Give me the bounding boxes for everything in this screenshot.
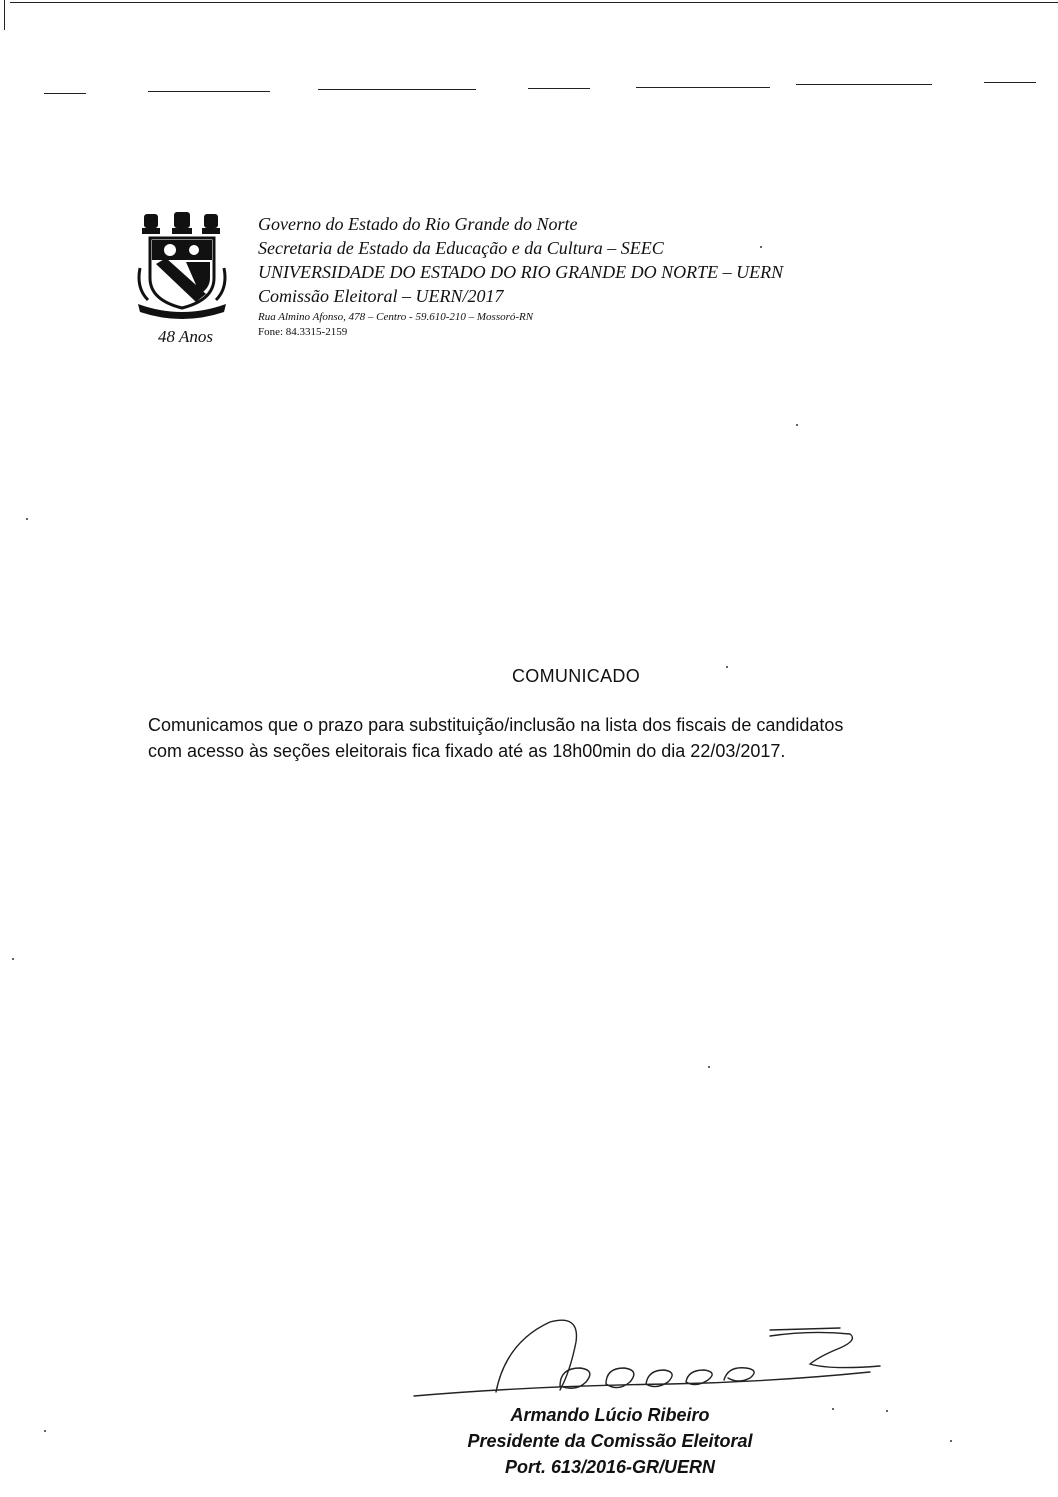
scan-speck	[726, 666, 728, 668]
scan-speck	[12, 958, 14, 960]
scan-speck	[950, 1440, 952, 1442]
scan-speck	[760, 246, 762, 248]
scan-speck	[26, 518, 28, 520]
body-line-1: Comunicamos que o prazo para substituição/inclusão na lista dos fiscais de candidatos	[148, 715, 844, 735]
scan-border-line	[10, 2, 1058, 3]
header-commission-line: Comissão Eleitoral – UERN/2017	[258, 286, 504, 306]
document-title: COMUNICADO	[512, 666, 640, 686]
signatory-name: Armando Lúcio Ribeiro	[510, 1405, 710, 1425]
header-government-line: Governo do Estado do Rio Grande do Norte	[258, 214, 578, 234]
scan-speck	[886, 1410, 888, 1412]
document-body	[148, 712, 988, 764]
scan-speck	[796, 424, 798, 426]
signatory-role: Presidente da Comissão Eleitoral	[467, 1431, 753, 1451]
scan-speck	[708, 1066, 710, 1068]
scan-dash	[636, 87, 770, 88]
scan-dash	[44, 93, 86, 94]
scan-speck	[832, 1408, 834, 1410]
scan-dash	[984, 82, 1036, 83]
header-address: Rua Almino Afonso, 478 – Centro - 59.610-210 – Mossoró-RN	[258, 311, 534, 323]
scan-dash	[148, 91, 270, 92]
header-phone: Fone: 84.3315-2159	[258, 326, 348, 338]
scan-left-edge	[4, 0, 5, 30]
scan-dash	[318, 89, 476, 90]
scan-dash	[528, 88, 590, 89]
university-seal-icon	[136, 208, 228, 320]
signatory-ordinance: Port. 613/2016-GR/UERN	[504, 1457, 716, 1477]
signatory-block	[410, 1402, 810, 1480]
scan-dash	[796, 84, 932, 85]
body-line-2: com acesso às seções eleitorais fica fixado até as 18h00min do dia 22/03/2017.	[148, 741, 786, 761]
scan-speck	[44, 1430, 46, 1432]
header-university-line: UNIVERSIDADE DO ESTADO DO RIO GRANDE DO NORTE – UERN	[258, 262, 784, 282]
letterhead	[258, 212, 783, 340]
anniversary-label: 48 Anos	[158, 327, 213, 346]
header-secretariat-line: Secretaria de Estado da Educação e da Cultura – SEEC	[258, 238, 664, 258]
